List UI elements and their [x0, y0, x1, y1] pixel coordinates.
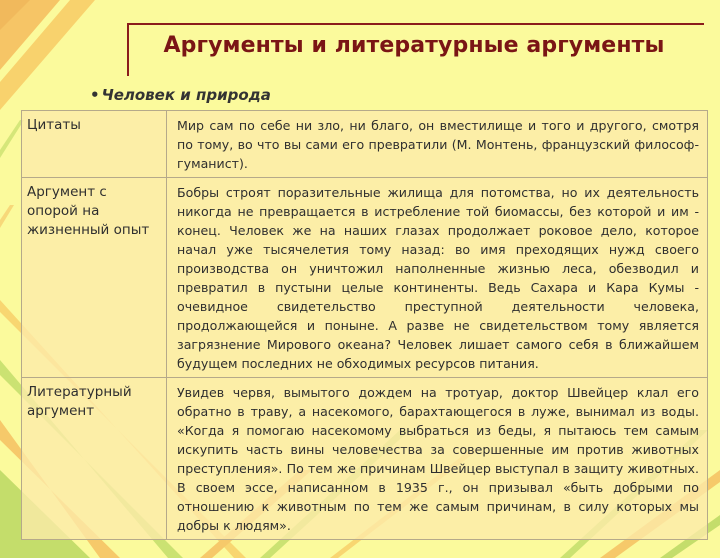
row-content: Мир сам по себе ни зло, ни благо, он вместилище и того и другого, смотря по тому, во что вы сами его превратили (М. Монтень, французский философ-гуманист). — [167, 111, 708, 178]
arguments-table-wrapper — [21, 110, 708, 540]
row-content: Увидев червя, вымытого дождем на тротуар, доктор Швейцер клал его обратно в траву, а насекомого, барахтающегося в луже, вынимал из воды. «Когда я помогаю насекомому выбраться из беды, я пытаюсь тем самым искупить часть вины человечества за совершенные им против животных преступления». По тем же причинам Швейцер выступал в защиту животных. В своем эссе, написанном в 1935 г., он призывал «быть добрыми по отношению к животным по тем же самым причинам, в силу которых мы добры к людям». — [167, 378, 708, 540]
row-label: Аргумент с опорой на жизненный опыт — [22, 178, 167, 378]
subtitle-text: Человек и природа — [101, 86, 271, 104]
slide-title: Аргументы и литературные аргументы — [163, 33, 665, 58]
table-row — [22, 378, 708, 540]
row-label: Литературный аргумент — [22, 378, 167, 540]
table-row — [22, 178, 708, 378]
row-label: Цитаты — [22, 111, 167, 178]
arguments-table — [21, 110, 708, 540]
subtitle-bullet: • — [90, 86, 100, 104]
table-row — [22, 111, 708, 178]
slide-subtitle — [90, 86, 271, 104]
row-content: Бобры строят поразительные жилища для потомства, но их деятельность никогда не превращается в истребление той биомассы, без которой и им - конец. Человек же на наших глазах продолжает роковое дело, которое начал уже тысячелетия тому назад: во имя преходящих нужд своего производства он уничтожил наполненные жизнью леса, обезводил и превратил в пустыни целые континенты. Ведь Сахара и Кара Кумы - очевидное свидетельство преступной деятельности человека, продолжающейся и поныне. А разве не свидетельством тому является загрязнение Мирового океана? Человек лишает самого себя в ближайшем будущем последних не обходимых ресурсов питания. — [167, 178, 708, 378]
